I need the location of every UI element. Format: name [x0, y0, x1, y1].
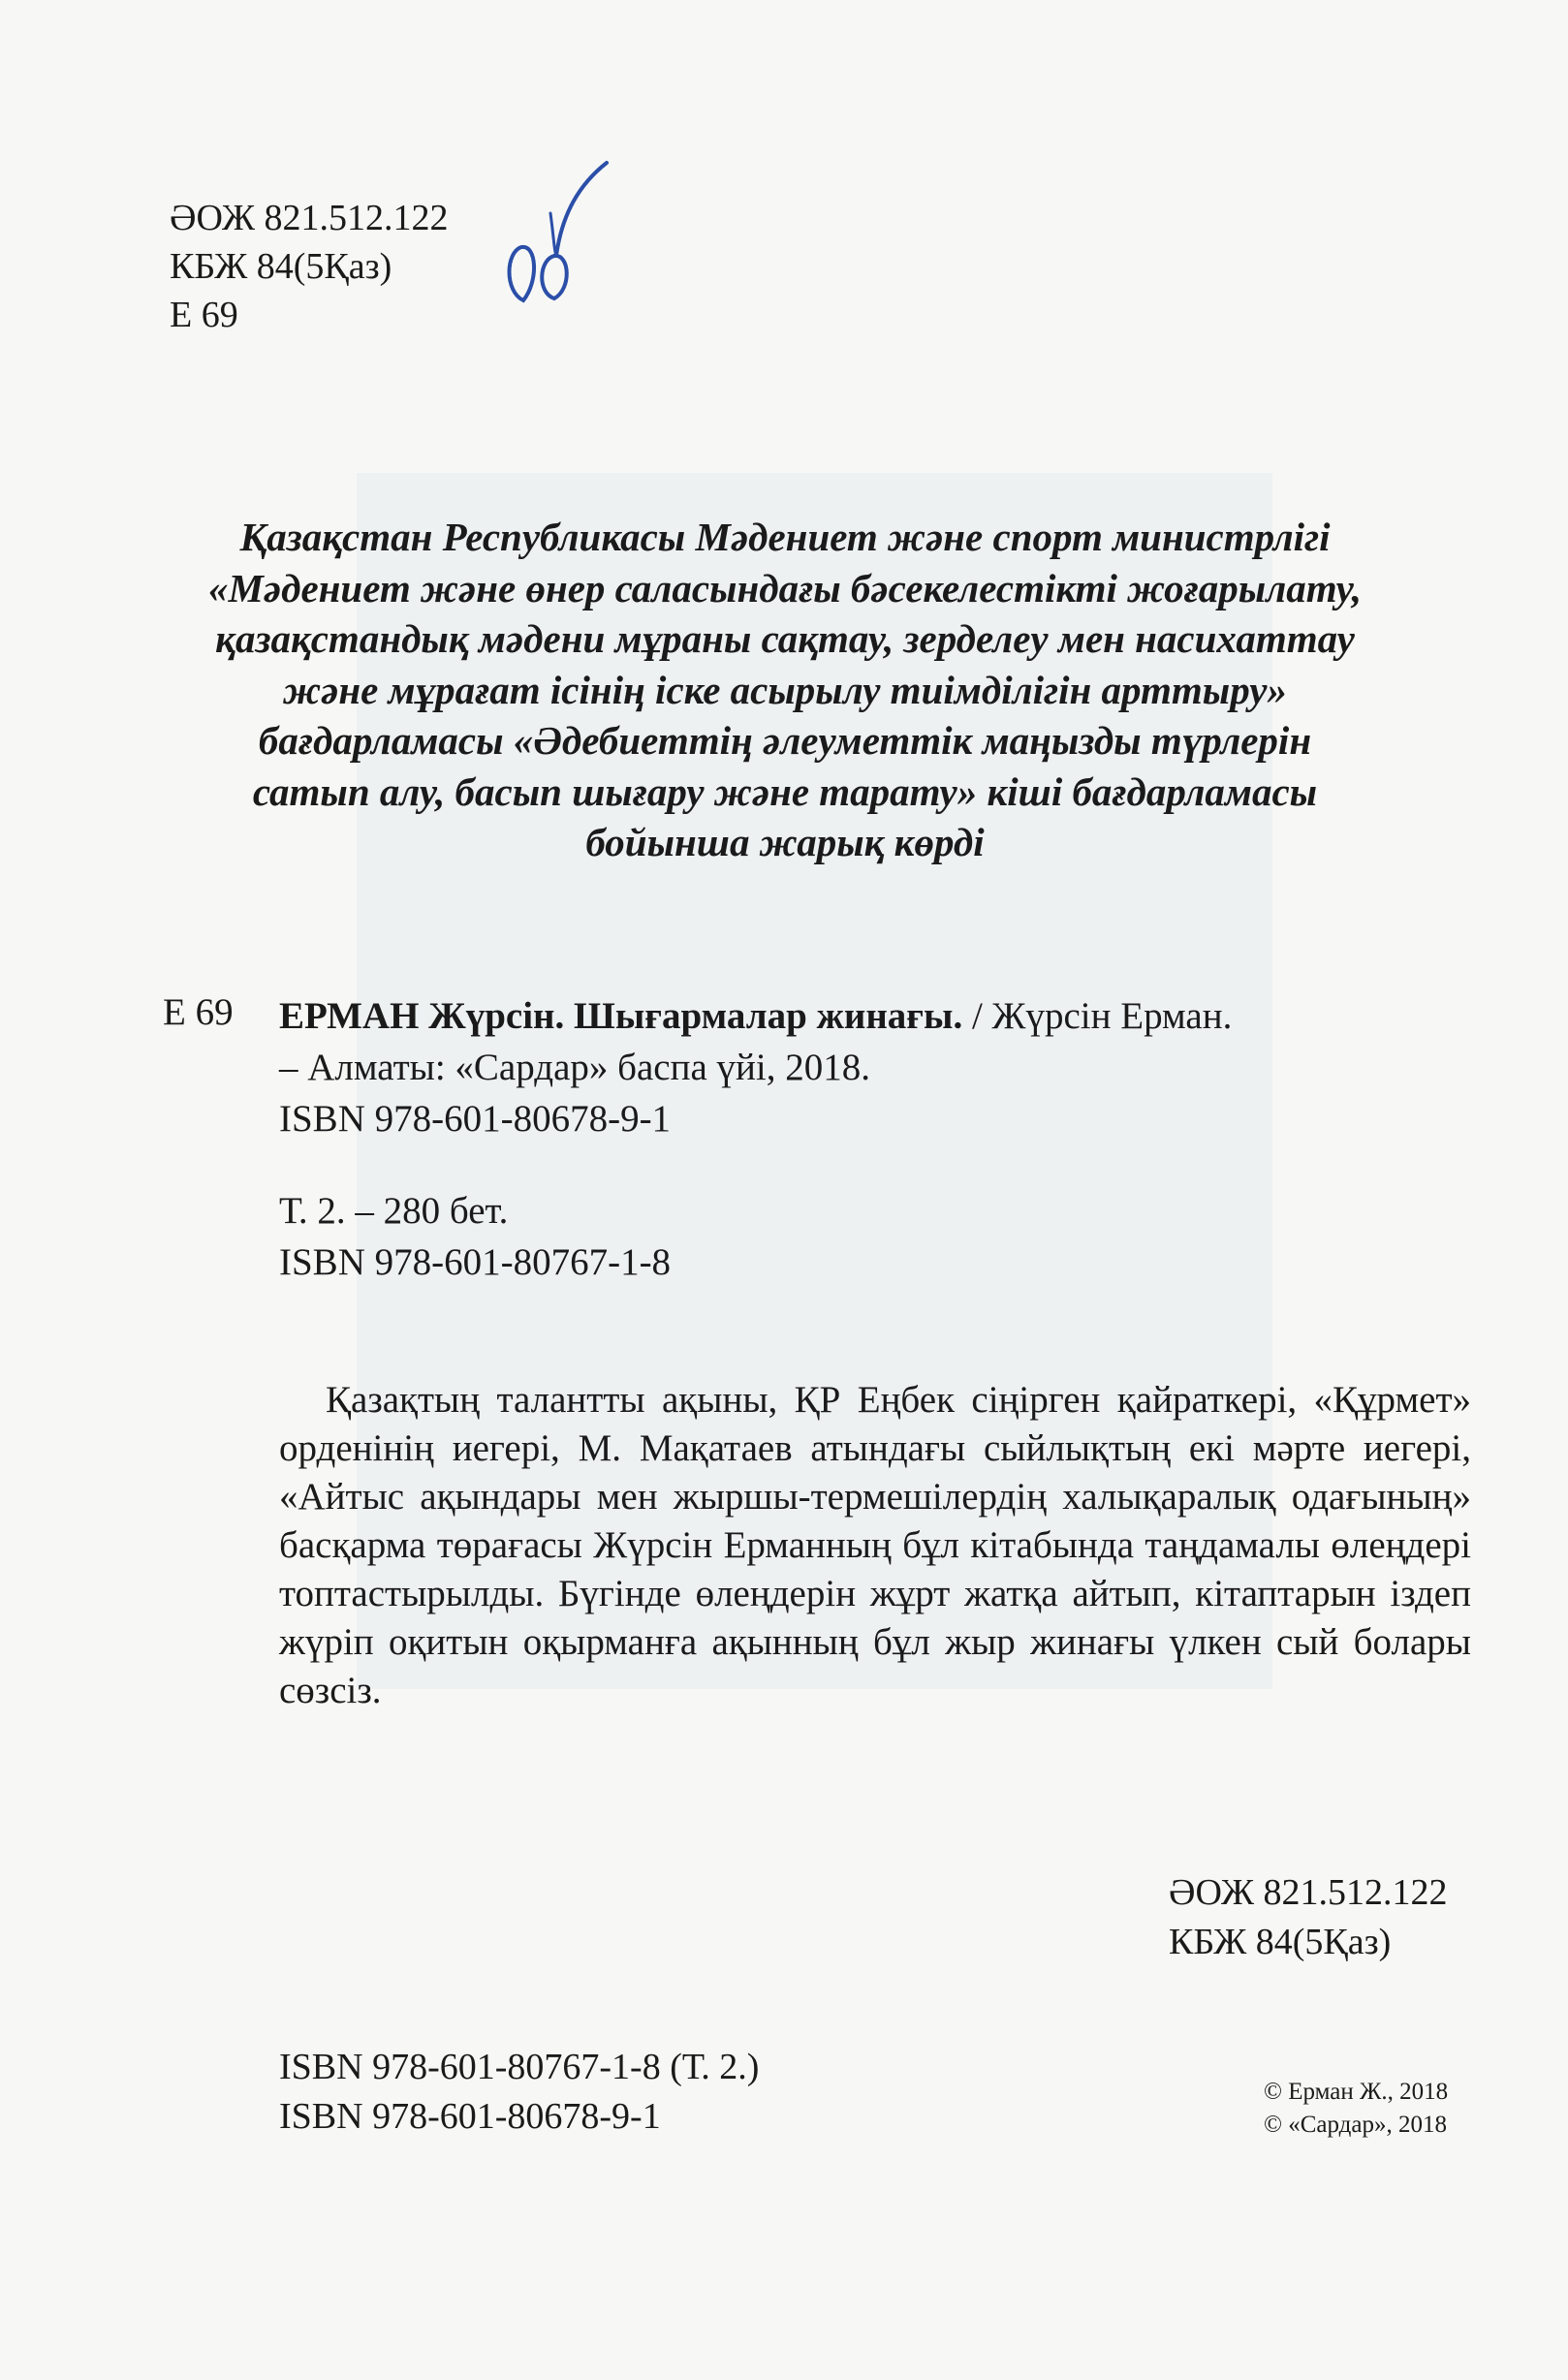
annotation-paragraph: Қазақтың талантты ақыны, ҚР Еңбек сіңірген қайраткері, «Құрмет» орденінің иегері, М. Мақатаев атындағы сыйлықтың екі мәрте иегері, «Айтыс ақындары мен жыршы-термешілердің халықаралық одағының» басқарма төрағасы Жүрсін Ерманның бұл кітабында таңдамалы өлеңдері топтастырылды. Бүгінде өлеңдерін жұрт жатқа айтып, кітаптарын іздеп жүріп оқитын оқырманға ақынның бұл жыр жинағы үлкен сый болары сөзсіз. — [279, 1379, 1471, 1711]
funding-line: бағдарламасы «Әдебиеттің әлеуметтік маңызды түрлерін — [258, 718, 1312, 763]
udk-code: ӘОЖ 821.512.122 — [1169, 1872, 1448, 1913]
footer-isbn — [279, 2043, 759, 2142]
publication-line: – Алматы: «Сардар» баспа үйі, 2018. — [279, 1047, 870, 1088]
handwritten-mark-icon — [494, 155, 611, 320]
funding-line: қазақстандық мәдени мұраны сақтау, зерделеу мен насихаттау — [215, 616, 1355, 661]
bibliographic-record — [279, 990, 1481, 1288]
spacer — [279, 1144, 1481, 1185]
isbn-volume: ISBN 978-601-80767-1-8 (Т. 2.) — [279, 2047, 760, 2087]
isbn-set: ISBN 978-601-80678-9-1 — [279, 2096, 661, 2137]
funding-line: және мұрағат ісінің іске асырылу тиімділігін арттыру» — [283, 667, 1287, 712]
responsibility-statement: / Жүрсін Ерман. — [962, 995, 1233, 1037]
udk-code: ӘОЖ 821.512.122 — [170, 198, 449, 238]
footer-classification — [1169, 1868, 1448, 1967]
copyright-author: © Ерман Ж., 2018 — [1264, 2079, 1449, 2105]
title-line — [279, 990, 1481, 1042]
bbk-code: КБЖ 84(5Қаз) — [170, 246, 392, 287]
funding-line: сатып алу, басып шығару және тарату» кіші бағдарламасы — [252, 768, 1318, 814]
copyright-block — [1264, 2076, 1448, 2142]
bbk-code: КБЖ 84(5Қаз) — [1169, 1922, 1392, 1962]
funding-line: бойынша жарық көрді — [585, 820, 985, 864]
book-title: ЕРМАН Жүрсін. Шығармалар жинағы. — [279, 995, 963, 1037]
funding-line: Қазақстан Республикасы Мәдениет және спорт министрлігі — [239, 515, 1331, 559]
catalog-code: Е 69 — [163, 991, 234, 1033]
funding-line: «Мәдениет және өнер саласындағы бәсекелестікті жоғарылату, — [207, 565, 1363, 611]
isbn-set-line: ISBN 978-601-80678-9-1 — [279, 1098, 672, 1140]
isbn-volume-line: ISBN 978-601-80767-1-8 — [279, 1241, 672, 1283]
header-classification — [170, 194, 449, 339]
author-mark: Е 69 — [170, 295, 238, 335]
volume-pages-line: Т. 2. – 280 бет. — [279, 1190, 509, 1232]
copyright-publisher: © «Сардар», 2018 — [1264, 2112, 1448, 2138]
funding-note — [165, 512, 1405, 868]
